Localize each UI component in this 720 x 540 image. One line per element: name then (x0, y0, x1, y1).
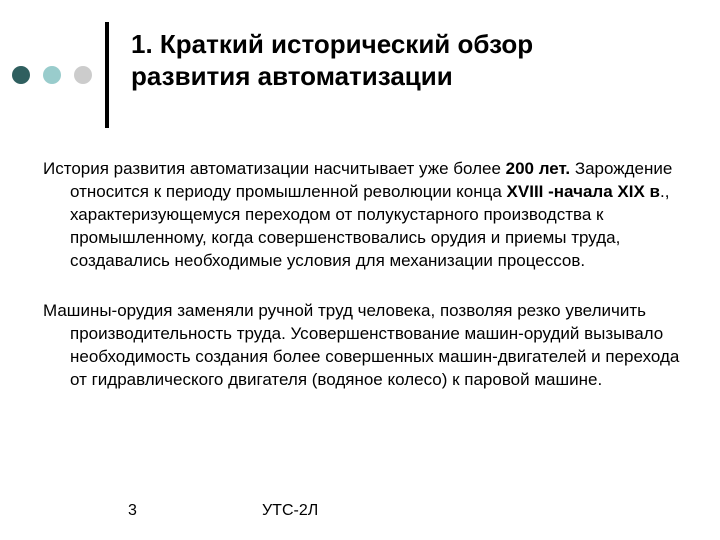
decorative-dots (0, 0, 100, 140)
dark-dot-icon (12, 66, 30, 84)
title-divider-bar (105, 22, 109, 128)
paragraph-machines (43, 299, 683, 391)
footer-label: УТС-2Л (262, 502, 319, 519)
gray-dot-icon (74, 66, 92, 84)
paragraph-history-bold2: XVIII -начала XIX в (506, 182, 660, 201)
paragraph-machines-text: Машины-орудия заменяли ручной труд человека, позволяя резко увеличить производительность труда. Усовершенствование машин-орудий вызывало необходимость создания более совершенных машин-двигателей и перехода от гидравлического двигателя (водяное колесо) к паровой машине. (43, 301, 680, 389)
footer-page-number: 3 (128, 502, 137, 519)
paragraph-history-bold1: 200 лет. (505, 159, 571, 178)
paragraph-history (43, 157, 683, 272)
slide-title-line1: 1. Краткий исторический обзор (131, 29, 534, 59)
slide-title-line2: развития автоматизации (131, 61, 453, 91)
teal-dot-icon (43, 66, 61, 84)
paragraph-history-text1: История развития автоматизации насчитывает уже более (43, 159, 506, 178)
slide-body (43, 157, 683, 418)
paragraph-history-text2: Зарождение относится к периоду промышленной революции конца (70, 159, 673, 201)
paragraph-history-text3: ., характеризующемуся переходом от полукустарного производства к промышленному, когда совершенствовались орудия и приемы труда, создавались необходимые условия для механизации процессов. (70, 182, 670, 270)
slide-title (131, 28, 691, 92)
